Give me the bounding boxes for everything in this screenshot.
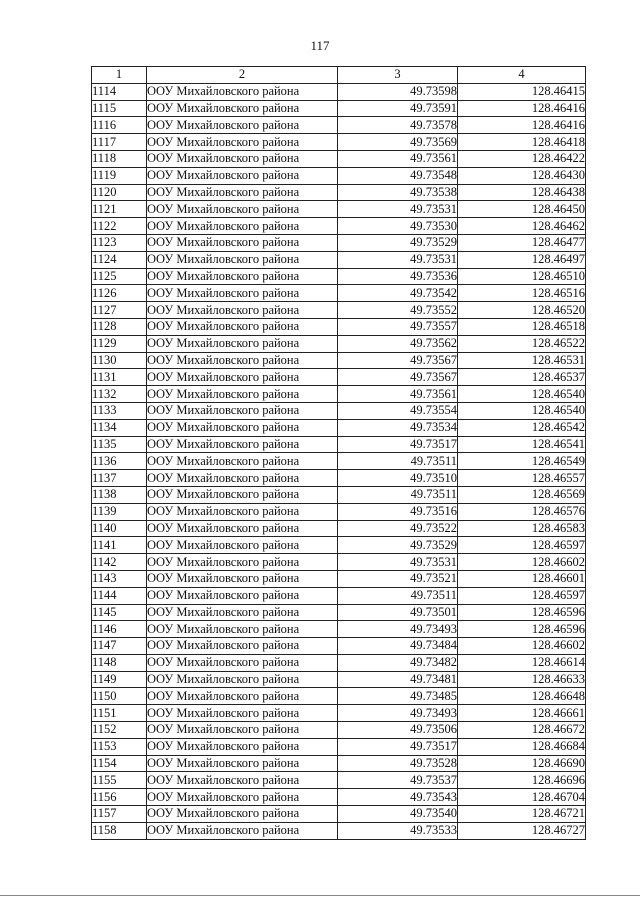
longitude-cell: 128.46430: [458, 167, 586, 184]
longitude-cell: 128.46415: [458, 83, 586, 100]
row-number: 1136: [92, 453, 147, 470]
latitude-cell: 49.73481: [338, 671, 458, 688]
organization-name: ООУ Михайловского района: [147, 705, 338, 722]
header-row: [92, 67, 586, 84]
table-header: [92, 67, 586, 84]
latitude-cell: 49.73548: [338, 167, 458, 184]
row-number: 1128: [92, 318, 147, 335]
latitude-cell: 49.73511: [338, 453, 458, 470]
longitude-cell: 128.46597: [458, 587, 586, 604]
table-row: [92, 369, 586, 386]
table-row: [92, 419, 586, 436]
row-number: 1155: [92, 772, 147, 789]
organization-name: ООУ Михайловского района: [147, 621, 338, 638]
row-number: 1121: [92, 201, 147, 218]
latitude-cell: 49.73561: [338, 386, 458, 403]
table-row: [92, 520, 586, 537]
table-row: [92, 570, 586, 587]
row-number: 1144: [92, 587, 147, 604]
latitude-cell: 49.73567: [338, 352, 458, 369]
organization-name: ООУ Михайловского района: [147, 520, 338, 537]
latitude-cell: 49.73484: [338, 638, 458, 655]
longitude-cell: 128.46696: [458, 772, 586, 789]
organization-name: ООУ Михайловского района: [147, 587, 338, 604]
latitude-cell: 49.73531: [338, 201, 458, 218]
longitude-cell: 128.46614: [458, 654, 586, 671]
organization-name: ООУ Михайловского района: [147, 134, 338, 151]
organization-name: ООУ Михайловского района: [147, 436, 338, 453]
longitude-cell: 128.46540: [458, 386, 586, 403]
header-col-3: 3: [338, 67, 458, 84]
latitude-cell: 49.73517: [338, 436, 458, 453]
header-col-4: 4: [458, 67, 586, 84]
latitude-cell: 49.73557: [338, 318, 458, 335]
organization-name: ООУ Михайловского района: [147, 772, 338, 789]
row-number: 1147: [92, 638, 147, 655]
latitude-cell: 49.73534: [338, 419, 458, 436]
table-row: [92, 688, 586, 705]
longitude-cell: 128.46583: [458, 520, 586, 537]
row-number: 1156: [92, 789, 147, 806]
table-row: [92, 184, 586, 201]
table-row: [92, 318, 586, 335]
table-row: [92, 705, 586, 722]
latitude-cell: 49.73578: [338, 117, 458, 134]
table-row: [92, 83, 586, 100]
organization-name: ООУ Михайловского района: [147, 722, 338, 739]
table-row: [92, 654, 586, 671]
latitude-cell: 49.73528: [338, 755, 458, 772]
longitude-cell: 128.46542: [458, 419, 586, 436]
organization-name: ООУ Михайловского района: [147, 201, 338, 218]
longitude-cell: 128.46462: [458, 218, 586, 235]
latitude-cell: 49.73540: [338, 806, 458, 823]
longitude-cell: 128.46422: [458, 150, 586, 167]
latitude-cell: 49.73591: [338, 100, 458, 117]
organization-name: ООУ Михайловского района: [147, 671, 338, 688]
longitude-cell: 128.46690: [458, 755, 586, 772]
table-row: [92, 486, 586, 503]
row-number: 1153: [92, 738, 147, 755]
row-number: 1135: [92, 436, 147, 453]
organization-name: ООУ Михайловского района: [147, 604, 338, 621]
longitude-cell: 128.46576: [458, 503, 586, 520]
row-number: 1114: [92, 83, 147, 100]
organization-name: ООУ Михайловского района: [147, 302, 338, 319]
table-row: [92, 352, 586, 369]
table-row: [92, 722, 586, 739]
organization-name: ООУ Михайловского района: [147, 386, 338, 403]
table-row: [92, 671, 586, 688]
row-number: 1140: [92, 520, 147, 537]
longitude-cell: 128.46438: [458, 184, 586, 201]
row-number: 1129: [92, 335, 147, 352]
latitude-cell: 49.73562: [338, 335, 458, 352]
latitude-cell: 49.73536: [338, 268, 458, 285]
latitude-cell: 49.73501: [338, 604, 458, 621]
longitude-cell: 128.46497: [458, 251, 586, 268]
latitude-cell: 49.73569: [338, 134, 458, 151]
organization-name: ООУ Михайловского района: [147, 738, 338, 755]
row-number: 1143: [92, 570, 147, 587]
organization-name: ООУ Михайловского района: [147, 822, 338, 839]
latitude-cell: 49.73517: [338, 738, 458, 755]
row-number: 1131: [92, 369, 147, 386]
row-number: 1145: [92, 604, 147, 621]
longitude-cell: 128.46522: [458, 335, 586, 352]
row-number: 1148: [92, 654, 147, 671]
table-row: [92, 436, 586, 453]
organization-name: ООУ Михайловского района: [147, 638, 338, 655]
organization-name: ООУ Михайловского района: [147, 251, 338, 268]
organization-name: ООУ Михайловского района: [147, 369, 338, 386]
organization-name: ООУ Михайловского района: [147, 688, 338, 705]
table-row: [92, 386, 586, 403]
row-number: 1130: [92, 352, 147, 369]
coordinates-table: [91, 66, 586, 840]
latitude-cell: 49.73493: [338, 705, 458, 722]
latitude-cell: 49.73511: [338, 587, 458, 604]
table-row: [92, 167, 586, 184]
row-number: 1141: [92, 537, 147, 554]
organization-name: ООУ Михайловского района: [147, 789, 338, 806]
row-number: 1133: [92, 402, 147, 419]
row-number: 1117: [92, 134, 147, 151]
latitude-cell: 49.73530: [338, 218, 458, 235]
row-number: 1123: [92, 234, 147, 251]
longitude-cell: 128.46684: [458, 738, 586, 755]
table-row: [92, 503, 586, 520]
table-row: [92, 251, 586, 268]
table-row: [92, 150, 586, 167]
latitude-cell: 49.73511: [338, 486, 458, 503]
longitude-cell: 128.46416: [458, 100, 586, 117]
organization-name: ООУ Михайловского района: [147, 503, 338, 520]
organization-name: ООУ Михайловского района: [147, 755, 338, 772]
latitude-cell: 49.73561: [338, 150, 458, 167]
row-number: 1139: [92, 503, 147, 520]
table-row: [92, 470, 586, 487]
longitude-cell: 128.46601: [458, 570, 586, 587]
organization-name: ООУ Михайловского района: [147, 218, 338, 235]
longitude-cell: 128.46450: [458, 201, 586, 218]
organization-name: ООУ Михайловского района: [147, 100, 338, 117]
table-row: [92, 134, 586, 151]
table-row: [92, 554, 586, 571]
longitude-cell: 128.46602: [458, 554, 586, 571]
table-row: [92, 638, 586, 655]
row-number: 1120: [92, 184, 147, 201]
latitude-cell: 49.73493: [338, 621, 458, 638]
organization-name: ООУ Михайловского района: [147, 117, 338, 134]
longitude-cell: 128.46633: [458, 671, 586, 688]
longitude-cell: 128.46727: [458, 822, 586, 839]
latitude-cell: 49.73598: [338, 83, 458, 100]
organization-name: ООУ Михайловского района: [147, 268, 338, 285]
organization-name: ООУ Михайловского района: [147, 285, 338, 302]
row-number: 1116: [92, 117, 147, 134]
organization-name: ООУ Михайловского района: [147, 335, 338, 352]
latitude-cell: 49.73538: [338, 184, 458, 201]
table-row: [92, 285, 586, 302]
table-row: [92, 117, 586, 134]
row-number: 1124: [92, 251, 147, 268]
latitude-cell: 49.73537: [338, 772, 458, 789]
header-col-1: 1: [92, 67, 147, 84]
latitude-cell: 49.73531: [338, 554, 458, 571]
row-number: 1150: [92, 688, 147, 705]
table-row: [92, 822, 586, 839]
row-number: 1122: [92, 218, 147, 235]
longitude-cell: 128.46416: [458, 117, 586, 134]
organization-name: ООУ Михайловского района: [147, 570, 338, 587]
row-number: 1138: [92, 486, 147, 503]
longitude-cell: 128.46596: [458, 621, 586, 638]
organization-name: ООУ Михайловского района: [147, 486, 338, 503]
table-row: [92, 621, 586, 638]
table-row: [92, 789, 586, 806]
latitude-cell: 49.73521: [338, 570, 458, 587]
table-row: [92, 234, 586, 251]
table-row: [92, 100, 586, 117]
latitude-cell: 49.73552: [338, 302, 458, 319]
organization-name: ООУ Михайловского района: [147, 234, 338, 251]
organization-name: ООУ Михайловского района: [147, 806, 338, 823]
longitude-cell: 128.46672: [458, 722, 586, 739]
table-row: [92, 453, 586, 470]
table-row: [92, 806, 586, 823]
row-number: 1146: [92, 621, 147, 638]
row-number: 1157: [92, 806, 147, 823]
table-row: [92, 604, 586, 621]
longitude-cell: 128.46704: [458, 789, 586, 806]
header-col-2: 2: [147, 67, 338, 84]
latitude-cell: 49.73516: [338, 503, 458, 520]
organization-name: ООУ Михайловского района: [147, 654, 338, 671]
organization-name: ООУ Михайловского района: [147, 470, 338, 487]
longitude-cell: 128.46477: [458, 234, 586, 251]
table-row: [92, 268, 586, 285]
longitude-cell: 128.46520: [458, 302, 586, 319]
longitude-cell: 128.46516: [458, 285, 586, 302]
latitude-cell: 49.73531: [338, 251, 458, 268]
table-row: [92, 218, 586, 235]
bottom-divider: [0, 895, 640, 896]
latitude-cell: 49.73482: [338, 654, 458, 671]
latitude-cell: 49.73510: [338, 470, 458, 487]
row-number: 1127: [92, 302, 147, 319]
row-number: 1149: [92, 671, 147, 688]
organization-name: ООУ Михайловского района: [147, 453, 338, 470]
table-row: [92, 772, 586, 789]
longitude-cell: 128.46597: [458, 537, 586, 554]
row-number: 1132: [92, 386, 147, 403]
row-number: 1125: [92, 268, 147, 285]
longitude-cell: 128.46540: [458, 402, 586, 419]
table-body: [92, 83, 586, 839]
latitude-cell: 49.73554: [338, 402, 458, 419]
row-number: 1154: [92, 755, 147, 772]
table-row: [92, 402, 586, 419]
longitude-cell: 128.46661: [458, 705, 586, 722]
longitude-cell: 128.46537: [458, 369, 586, 386]
table-row: [92, 201, 586, 218]
page-number: 117: [310, 38, 330, 53]
table-row: [92, 738, 586, 755]
row-number: 1142: [92, 554, 147, 571]
longitude-cell: 128.46648: [458, 688, 586, 705]
organization-name: ООУ Михайловского района: [147, 318, 338, 335]
longitude-cell: 128.46518: [458, 318, 586, 335]
longitude-cell: 128.46569: [458, 486, 586, 503]
table-row: [92, 587, 586, 604]
organization-name: ООУ Михайловского района: [147, 419, 338, 436]
table-row: [92, 755, 586, 772]
longitude-cell: 128.46531: [458, 352, 586, 369]
row-number: 1158: [92, 822, 147, 839]
organization-name: ООУ Михайловского района: [147, 184, 338, 201]
latitude-cell: 49.73506: [338, 722, 458, 739]
row-number: 1126: [92, 285, 147, 302]
organization-name: ООУ Михайловского района: [147, 537, 338, 554]
row-number: 1137: [92, 470, 147, 487]
longitude-cell: 128.46602: [458, 638, 586, 655]
longitude-cell: 128.46721: [458, 806, 586, 823]
organization-name: ООУ Михайловского района: [147, 83, 338, 100]
organization-name: ООУ Михайловского района: [147, 352, 338, 369]
latitude-cell: 49.73485: [338, 688, 458, 705]
latitude-cell: 49.73529: [338, 537, 458, 554]
row-number: 1134: [92, 419, 147, 436]
organization-name: ООУ Михайловского района: [147, 402, 338, 419]
latitude-cell: 49.73522: [338, 520, 458, 537]
longitude-cell: 128.46596: [458, 604, 586, 621]
table-row: [92, 302, 586, 319]
longitude-cell: 128.46418: [458, 134, 586, 151]
organization-name: ООУ Михайловского района: [147, 167, 338, 184]
row-number: 1118: [92, 150, 147, 167]
row-number: 1115: [92, 100, 147, 117]
table-row: [92, 335, 586, 352]
longitude-cell: 128.46541: [458, 436, 586, 453]
row-number: 1151: [92, 705, 147, 722]
row-number: 1152: [92, 722, 147, 739]
longitude-cell: 128.46557: [458, 470, 586, 487]
longitude-cell: 128.46549: [458, 453, 586, 470]
latitude-cell: 49.73567: [338, 369, 458, 386]
longitude-cell: 128.46510: [458, 268, 586, 285]
table-row: [92, 537, 586, 554]
latitude-cell: 49.73533: [338, 822, 458, 839]
latitude-cell: 49.73542: [338, 285, 458, 302]
organization-name: ООУ Михайловского района: [147, 554, 338, 571]
row-number: 1119: [92, 167, 147, 184]
latitude-cell: 49.73529: [338, 234, 458, 251]
organization-name: ООУ Михайловского района: [147, 150, 338, 167]
latitude-cell: 49.73543: [338, 789, 458, 806]
